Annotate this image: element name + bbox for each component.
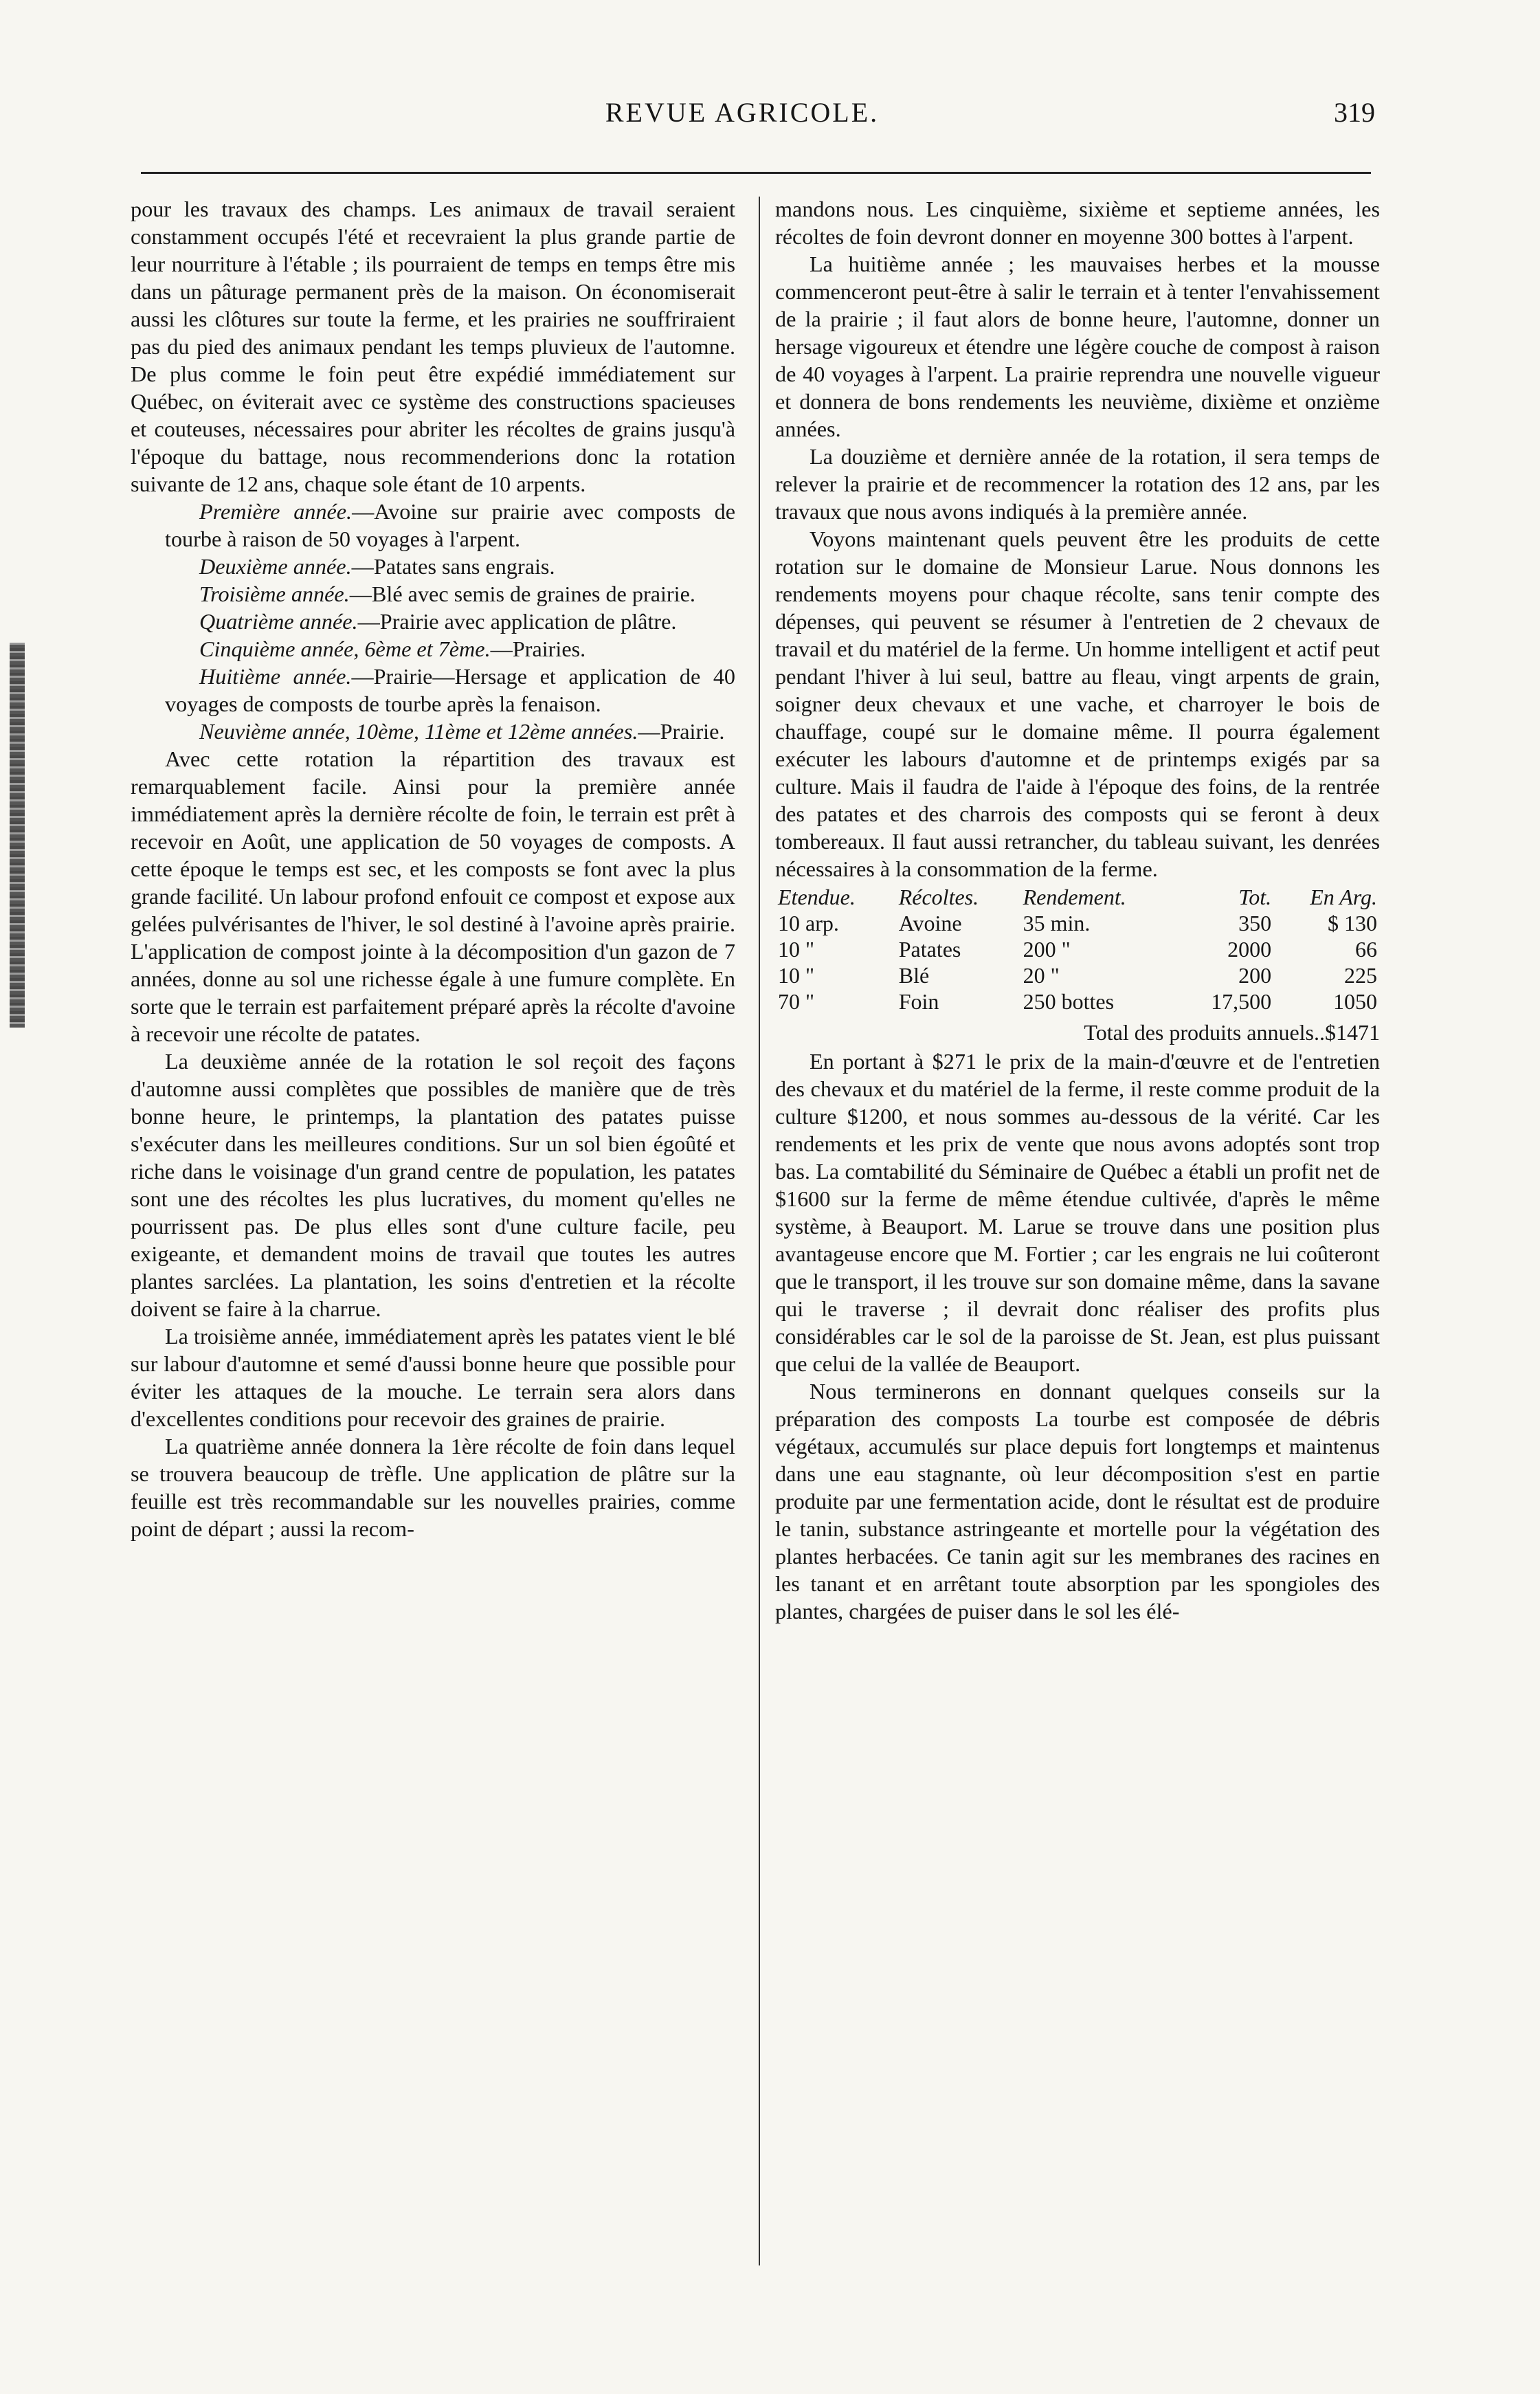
paragraph: La deuxième année de la rotation le sol reçoit des façons d'automne aussi complètes que possibles de manière que de très bonne heure, le printemps, la plantation des patates puisse s'exécuter dans les meilleures conditions. Sur un sol bien égoûté et riche dans le voisinage d'un grand centre de population, les patates sont une des récoltes les plus lucratives, du moment qu'elles ne pourrissent pas. De plus elles sont d'une culture facile, peu exigeante, et demandent moins de travail que toutes les autres plantes sarclées. La plantation, les soins d'entretien et la récolte doivent se faire à la charrue. [131, 1049, 735, 1321]
paragraph: pour les travaux des champs. Les animaux de travail seraient constamment occupés l'été et recevraient la plus grande partie de leur nourriture à l'étable ; ils pourraient de temps en temps être mis dans un pâturage permanent près de la maison. On économiserait aussi les clôtures sur toute la ferme, et les prairies ne souffriraient pas du pied des animaux pendant les temps pluvieux de l'automne. De plus comme le foin peut être expédié immédiatement sur Québec, on éviterait avec ce système des constructions spacieuses et couteuses, nécessaires pour abriter les récoltes de grains jusqu'à l'époque du battage, nous recommenderions donc la rotation suivante de 12 ans, chaque sole étant de 10 arpents. [131, 197, 735, 496]
paragraph: Nous terminerons en donnant quelques conseils sur la préparation des composts La tourbe est composée de débris végétaux, accumulés sur place depuis fort longtemps et maintenus dans une eau stagnante, où leur décomposition s'est en partie produite par une fermentation acide, dont le résultat est de produire le tanin, substance astringeante et mortelle pour la végétation des plantes herbacées. Ce tanin agit sur les membranes des racines en les tanant et en arrêtant toute absorption par les spongioles des plantes, chargées de puiser dans le sol les élé- [775, 1379, 1380, 1623]
rotation-item [131, 718, 735, 745]
rotation-item [131, 580, 735, 608]
column-header: Etendue. [778, 885, 856, 909]
table-cell: $ 130 [1328, 911, 1377, 935]
rotation-year: Troisième année. [199, 581, 350, 606]
rotation-item [131, 635, 735, 663]
table-cell: 200 " [1023, 937, 1071, 962]
table-cell: Foin [898, 989, 939, 1014]
paragraph: La douzième et dernière année de la rotation, il sera temps de relever la prairie et de recommencer la rotation des 12 ans, par les travaux que nous avons indiqués à la première année. [775, 444, 1380, 524]
rotation-text: —Prairies. [490, 636, 586, 661]
rotation-item [131, 663, 735, 718]
rotation-item [131, 553, 735, 580]
table-cell: 200 [1238, 963, 1272, 988]
rotation-item [131, 608, 735, 635]
table-cell: 10 " [778, 963, 815, 988]
table-cell: 35 min. [1023, 911, 1091, 935]
table-cell: 2000 [1227, 937, 1272, 962]
table-row [775, 988, 1380, 1015]
table-cell: Patates [898, 937, 961, 962]
rotation-text: —Prairie—Hersage et application de 40 voyages de composts de tourbe après la fenaison. [165, 664, 736, 716]
table-row [775, 962, 1380, 988]
paragraph: En portant à $271 le prix de la main-d'œuvre et de l'entretien des chevaux et du matériel de la ferme, il reste comme produit de la culture $1200, et nous sommes au-dessous de la vérité. Car les rendements et les prix de vente que nous avons adoptés sont trop bas. La comtabilité du Séminaire de Québec a établi un profit net de $1600 sur la ferme de même étendue cultivée, d'après le même système, à Beauport. M. Larue se trouve dans une position plus avantageuse encore que M. Fortier ; car les engrais ne lui coûteront que le transport, il les trouve sur son domaine même, dans la savane qui le traverse ; il devrait donc réaliser des profits plus considérables car le sol de la paroisse de St. Jean, est plus puissant que celui de la vallée de Beauport. [775, 1049, 1380, 1376]
column-divider [759, 197, 760, 2265]
column-header: Récoltes. [898, 885, 979, 909]
running-title: REVUE AGRICOLE. [605, 97, 880, 128]
rotation-item [131, 498, 735, 553]
rotation-year: Huitième année. [199, 664, 352, 689]
table-cell: 225 [1344, 963, 1377, 988]
paragraph: Avec cette rotation la répartition des travaux est remarquablement facile. Ainsi pour la première année immédiatement après la dernière récolte de foin, le terrain est prêt à recevoir en Août, une application de 50 voyages de composts. A cette époque le temps est sec, et les composts se font avec la plus grande facilité. Un labour profond enfouit ce compost et expose aux gelées pulvérisantes de l'hiver, le sol destiné à l'avoine après prairie. L'application de compost jointe à la décomposition d'un gazon de 7 années, donne au sol une richesse égale à une fumure complète. En sorte que le terrain est parfaitement préparé après la récolte d'avoine à recevoir une récolte de patates. [131, 746, 735, 1046]
paragraph: La quatrième année donnera la 1ère récolte de foin dans lequel se trouvera beaucoup de trèfle. Une application de plâtre sur la feuille est très recommandable sur les nouvelles prairies, comme point de départ ; aussi la recom- [131, 1434, 735, 1541]
header-rule [141, 172, 1371, 174]
rotation-year: Première année. [199, 499, 353, 524]
table-cell: 350 [1238, 911, 1272, 935]
rotation-year: Quatrième année. [199, 609, 358, 634]
paragraph: Voyons maintenant quels peuvent être les produits de cette rotation sur le domaine de Monsieur Larue. Nous donnons les rendements moyens pour chaque récolte, sans tenir compte des dépenses, qui peuvent se résumer à l'entretien de 2 chevaux de travail et du matériel de la ferme. Un homme intelligent et actif peut pendant l'hiver à lui seul, battre au fleau, vingt arpents de grain, soigner deux chevaux et une vache, et charroyer le bois de chauffage, coupé sur le domaine même. Il pourra également exécuter les labours d'automne et de printemps exigés par sa culture. Mais il faudra de l'aide à l'époque des foins, de la rentrée des patates et des charrois des composts qui se feront à deux tombereaux. Il faut aussi retrancher, du tableau suivant, les denrées nécessaires à la consommation de la ferme. [775, 527, 1380, 881]
table-cell: 20 " [1023, 963, 1060, 988]
table-cell: 66 [1355, 937, 1377, 962]
rotation-text: —Prairie. [638, 719, 725, 744]
rotation-text: —Patates sans engrais. [351, 554, 555, 579]
table-cell: Avoine [898, 911, 962, 935]
table-header-row [775, 884, 1380, 910]
rotation-text: —Prairie avec application de plâtre. [357, 609, 677, 634]
column-header: En Arg. [1310, 885, 1377, 909]
rotation-text: —Blé avec semis de graines de prairie. [349, 581, 695, 606]
rotation-year: Neuvième année, 10ème, 11ème et 12ème années. [199, 719, 638, 744]
table-total: Total des produits annuels..$1471 [1084, 1020, 1380, 1045]
table-cell: 10 arp. [778, 911, 839, 935]
table-cell: Blé [898, 963, 930, 988]
table-cell: 10 " [778, 937, 815, 962]
table-cell: 1050 [1333, 989, 1377, 1014]
column-header: Tot. [1238, 885, 1272, 909]
left-column [131, 195, 735, 1542]
rotation-text: —Avoine sur prairie avec composts de tourbe à raison de 50 voyages à l'arpent. [165, 499, 735, 551]
paragraph: La troisième année, immédiatement après les patates vient le blé sur labour d'automne et semé d'aussi bonne heure que possible pour éviter les attaques de la mouche. Le terrain sera alors dans d'excellentes conditions pour recevoir des graines de prairie. [131, 1324, 735, 1431]
rotation-year: Cinquième année, 6ème et 7ème. [199, 636, 491, 661]
paragraph: La huitième année ; les mauvaises herbes et la mousse commenceront peut-être à salir le terrain et à tenter l'envahissement de la prairie ; il faut alors de bonne heure, l'automne, donner un hersage vigoureux et étendre une légère couche de compost à raison de 40 voyages à l'arpent. La prairie reprendra une nouvelle vigueur et donnera de bons rendements les neuvième, dixième et onzième années. [775, 252, 1380, 441]
page-number: 319 [1334, 97, 1375, 128]
table-cell: 17,500 [1211, 989, 1272, 1014]
rotation-year: Deuxième année. [199, 554, 352, 579]
table-cell: 250 bottes [1023, 989, 1115, 1014]
table-row [775, 936, 1380, 962]
harvest-table-wrap [775, 884, 1380, 1046]
table-cell: 70 " [778, 989, 815, 1014]
right-column [775, 195, 1380, 1625]
binding-edge [10, 643, 25, 1028]
harvest-table [775, 884, 1380, 1015]
table-row [775, 910, 1380, 936]
column-header: Rendement. [1023, 885, 1126, 909]
paragraph: mandons nous. Les cinquième, sixième et septieme années, les récoltes de foin devront donner en moyenne 300 bottes à l'arpent. [775, 197, 1380, 249]
